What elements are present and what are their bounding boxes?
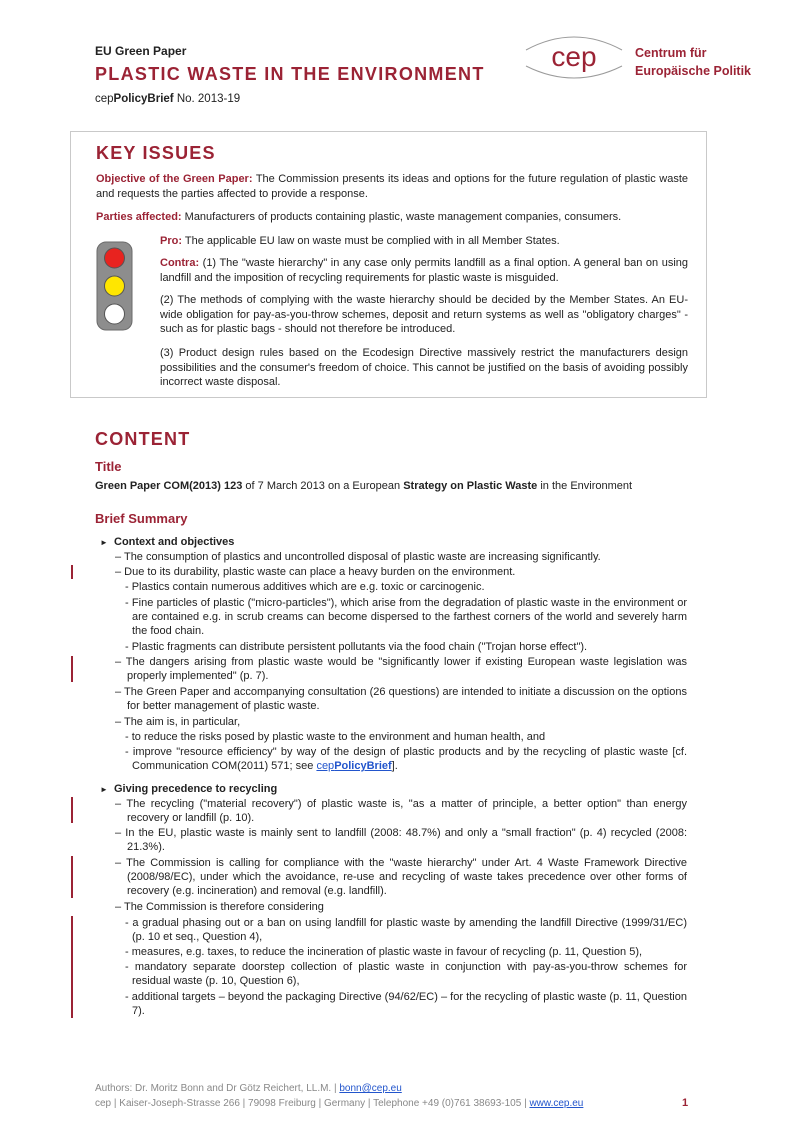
sub-list-item: - Fine particles of plastic ("micro-particles"), which arise from the degradation of plastic waste in the environment or are contained e.g. in scrub creams can become dispersed to the farthest corners of the world and severely harm the food chain. xyxy=(125,597,687,637)
list-item: – The Commission is therefore considering xyxy=(115,901,324,913)
traffic-light-yellow xyxy=(105,276,125,296)
section-heading-context xyxy=(100,535,690,550)
sub-list-item: - Plastic fragments can distribute persistent pollutants via the food chain ("Trojan horse effect"). xyxy=(125,641,588,653)
objective-paragraph xyxy=(96,172,688,201)
footer-address xyxy=(95,1098,583,1109)
list-item: – In the EU, plastic waste is mainly sent to landfill (2008: 48.7%) and only a "small fraction" (p. 4) recycled (2008: 21.3%). xyxy=(115,827,687,853)
change-marker xyxy=(71,797,73,823)
contra-paragraph-3: (3) Product design rules based on the Ecodesign Directive massively restrict the manufacturers design possibilities and the consumer's freedom of choice. This cannot be justified on the basis of avoiding possibly incorrect waste disposal. xyxy=(160,347,688,388)
contra-paragraph-2: (2) The methods of complying with the waste hierarchy should be decided by the Member States. An EU-wide obligation for pay-as-you-throw schemes, deposit and return systems as well as "obligatory charges" - such as for plastic bags - should not therefore be introduced. xyxy=(160,294,688,335)
contra-paragraph-1 xyxy=(160,256,688,285)
title-line xyxy=(95,480,632,492)
objective-text: The Commission presents its ideas and options for the future regulation of plastic waste and requests the parties affected to provide a response. xyxy=(96,173,689,200)
brief-prefix: cep xyxy=(95,93,114,105)
cep-logo xyxy=(522,30,626,86)
title-subheading: Title xyxy=(95,459,122,474)
list-item: – The Commission is calling for compliance with the "waste hierarchy" under Art. 4 Waste Framework Directive (2008/98/EC), under which the avoidance, re-use and recycling of waste takes precedence over other forms of recovery (e.g. incineration) and removal (e.g. landfill). xyxy=(115,857,687,897)
list-item: – Due to its durability, plastic waste can place a heavy burden on the environment. xyxy=(115,566,516,578)
traffic-light-icon xyxy=(96,241,133,331)
pro-paragraph xyxy=(160,234,688,249)
footer-authors xyxy=(95,1083,402,1094)
cep-logo-text: cep xyxy=(551,41,597,72)
sub-list-item: - additional targets – beyond the packaging Directive (94/62/EC) – for the recycling of plastic waste (p. 11, Question 7). xyxy=(125,991,687,1017)
sub-list-item-text: - improve "resource efficiency" by way of the design of plastic products and by the recycling of plastic waste [cf. Communication COM(2011) 571; see xyxy=(125,746,687,772)
section-heading-context-text: Context and objectives xyxy=(114,536,235,548)
parties-label: Parties affected: xyxy=(96,211,182,223)
traffic-light-white xyxy=(105,304,125,324)
contra-text: (1) The "waste hierarchy" in any case only permits landfill as a final option. A general ban on using landfill and the imposition of recycling requirements for plastic waste is misguided. xyxy=(160,257,688,284)
content-heading: CONTENT xyxy=(95,429,191,449)
org-line-1: Centrum für xyxy=(635,46,707,60)
sub-list-item xyxy=(125,745,687,773)
brief-name: PolicyBrief xyxy=(113,93,174,105)
sub-list-item: - a gradual phasing out or a ban on using landfill for plastic waste by amending the landfill Directive (1999/31/EC) (p. 10 et seq., Question 4), xyxy=(125,917,687,943)
brief-summary-subheading: Brief Summary xyxy=(95,511,188,526)
contra-label: Contra: xyxy=(160,257,200,269)
sub-list-item: - measures, e.g. taxes, to reduce the incineration of plastic waste in favour of recycling (p. 11, Question 5), xyxy=(125,946,643,958)
list-item: – The dangers arising from plastic waste would be "significantly lower if existing European waste legislation was properly implemented" (p. 7). xyxy=(115,656,687,682)
footer-address-text: cep | Kaiser-Joseph-Strasse 266 | 79098 Freiburg | Germany | Telephone +49 (0)761 38693-105 | xyxy=(95,1098,530,1109)
pro-text: The applicable EU law on waste must be complied with in all Member States. xyxy=(182,235,560,247)
section-heading-recycling xyxy=(100,782,690,797)
key-issues-heading: KEY ISSUES xyxy=(96,143,216,163)
change-marker xyxy=(71,565,73,579)
sub-list-item: - mandatory separate doorstep collection of plastic waste in conjunction with pay-as-you-throw schemes for residual waste (p. 10, Question 6), xyxy=(125,961,687,987)
traffic-light-red xyxy=(105,248,125,268)
list-item: – The consumption of plastics and uncontrolled disposal of plastic waste are increasing significantly. xyxy=(115,551,601,563)
key-issues-box xyxy=(70,131,707,398)
page-number: 1 xyxy=(682,1097,689,1109)
arrow-right-icon: ► xyxy=(100,785,108,794)
org-line-2: Europäische Politik xyxy=(635,64,752,78)
cep-policybrief-link[interactable] xyxy=(316,760,391,772)
website-link[interactable]: www.cep.eu xyxy=(529,1098,584,1109)
sub-list-item: - to reduce the risks posed by plastic waste to the environment and human health, and xyxy=(125,731,546,743)
author-email-link[interactable]: bonn@cep.eu xyxy=(339,1083,402,1094)
link-prefix: cep xyxy=(316,760,335,772)
title-document: Green Paper COM(2013) 123 xyxy=(95,480,243,492)
sub-list-item-end: ]. xyxy=(391,760,398,772)
title-text-2: in the Environment xyxy=(537,480,633,492)
pro-label: Pro: xyxy=(160,235,182,247)
link-bold: PolicyBrief xyxy=(334,760,392,772)
change-marker xyxy=(71,916,73,1018)
parties-text: Manufacturers of products containing plastic, waste management companies, consumers. xyxy=(181,211,622,223)
brief-number xyxy=(95,93,240,105)
section-heading-recycling-text: Giving precedence to recycling xyxy=(114,783,278,795)
objective-label: Objective of the Green Paper: xyxy=(96,173,253,185)
change-marker xyxy=(71,856,73,898)
brief-issue: No. 2013-19 xyxy=(173,93,241,105)
parties-paragraph xyxy=(96,210,688,225)
list-item: – The aim is, in particular, xyxy=(115,716,241,728)
title-strategy: Strategy on Plastic Waste xyxy=(403,480,538,492)
arrow-right-icon: ► xyxy=(100,538,108,547)
list-item: – The recycling ("material recovery") of plastic waste is, "as a matter of principle, a better option" than energy recovery or landfill (p. 10). xyxy=(115,798,687,824)
document-title: PLASTIC WASTE IN THE ENVIRONMENT xyxy=(95,64,485,84)
sub-list-item: - Plastics contain numerous additives which are e.g. toxic or carcinogenic. xyxy=(125,581,485,593)
document-type-label: EU Green Paper xyxy=(95,44,187,58)
organization-name xyxy=(635,44,751,80)
list-item: – The Green Paper and accompanying consultation (26 questions) are intended to initiate a discussion on the options for better management of plastic waste. xyxy=(115,686,687,712)
footer-authors-text: Authors: Dr. Moritz Bonn and Dr Götz Reichert, LL.M. | xyxy=(95,1083,340,1094)
title-text-1: of 7 March 2013 on a European xyxy=(242,480,404,492)
change-marker xyxy=(71,656,73,682)
